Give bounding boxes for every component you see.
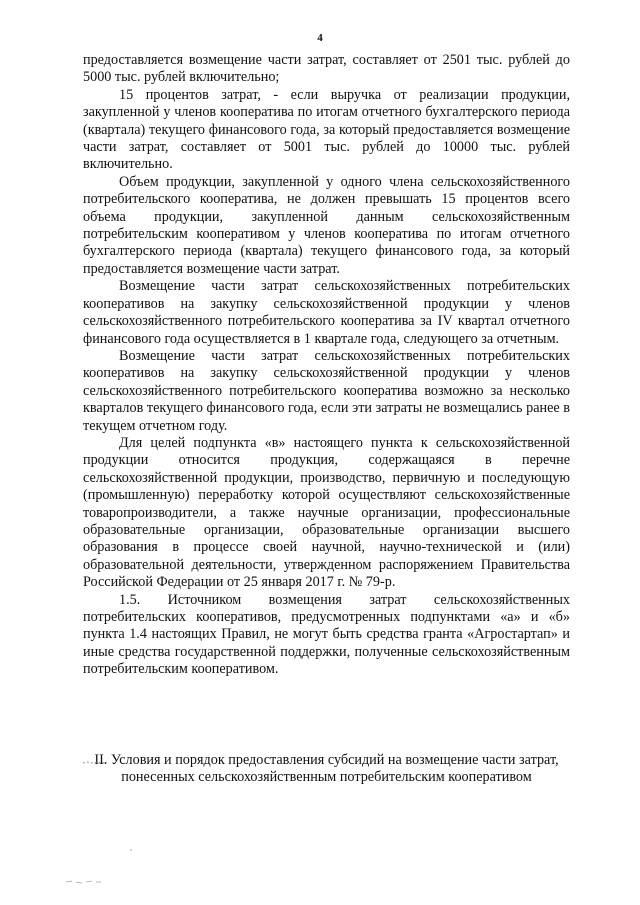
document-body (83, 52, 570, 679)
paragraph-multiple-quarters: Возмещение части затрат сельскохозяйственных потребительских кооперативов на закупку сельскохозяйственной продукции у членов сельскохозяйственного потребительского кооператива возможно за несколько кварталов текущего финансового года, если эти затраты не возмещались ранее в текущем отчетном году. (83, 347, 570, 434)
paragraph-continuation: предоставляется возмещение части затрат, составляет от 2501 тыс. рублей до 5000 тыс. рублей включительно; (83, 52, 570, 86)
scan-artifact-footer (64, 878, 104, 886)
paragraph-volume-limit: Объем продукции, закупленной у одного члена сельскохозяйственного потребительского кооператива, не должен превышать 15 процентов всего объема продукции, закупленной данным сельскохозяйственным потребительским кооперативом у членов кооператива по итогам отчетного бухгалтерского периода (квартала) текущего финансового года, за который предоставляется возмещение части затрат. (83, 173, 570, 277)
paragraph-product-definition: Для целей подпункта «в» настоящего пункта к сельскохозяйственной продукции относится продукция, содержащаяся в перечне сельскохозяйственной продукции, производство, первичную и последующую (промышленную) переработку которой осуществляют сельскохозяйственные товаропроизводители, а также научные организации, профессиональные образовательные организации, образовательные организации высшего образования в процессе своей научной, научно-технической и (или) образовательной деятельности, утвержденном распоряжением Правительства Российской Федерации от 25 января 2017 г. № 79-р. (83, 434, 570, 591)
paragraph-q4-reimbursement: Возмещение части затрат сельскохозяйственных потребительских кооперативов на закупку сельскохозяйственной продукции у членов сельскохозяйственного потребительского кооператива за IV квартал отчетного финансового года осуществляется в 1 квартале года, следующего за отчетным. (83, 278, 570, 347)
page-number: 4 (317, 32, 323, 44)
section-heading: II. Условия и порядок предоставления субсидий на возмещение части затрат, понесенных сельскохозяйственным потребительским кооперативом (94, 752, 559, 786)
scan-artifact-heading (82, 757, 108, 767)
scan-artifact-margin (128, 846, 134, 854)
paragraph-15-percent: 15 процентов затрат, - если выручка от реализации продукции, закупленной у членов кооператива по итогам отчетного бухгалтерского периода (квартала) текущего финансового года, за который предоставляется возмещение части затрат, составляет от 5001 тыс. рублей до 10000 тыс. рублей включительно. (83, 86, 570, 173)
paragraph-1-5-source: 1.5. Источником возмещения затрат сельскохозяйственных потребительских кооперативов, предусмотренных подпунктами «а» и «б» пункта 1.4 настоящих Правил, не могут быть средства гранта «Агростартап» и иные средства государственной поддержки, полученные сельскохозяйственным потребительским кооперативом. (83, 591, 570, 678)
